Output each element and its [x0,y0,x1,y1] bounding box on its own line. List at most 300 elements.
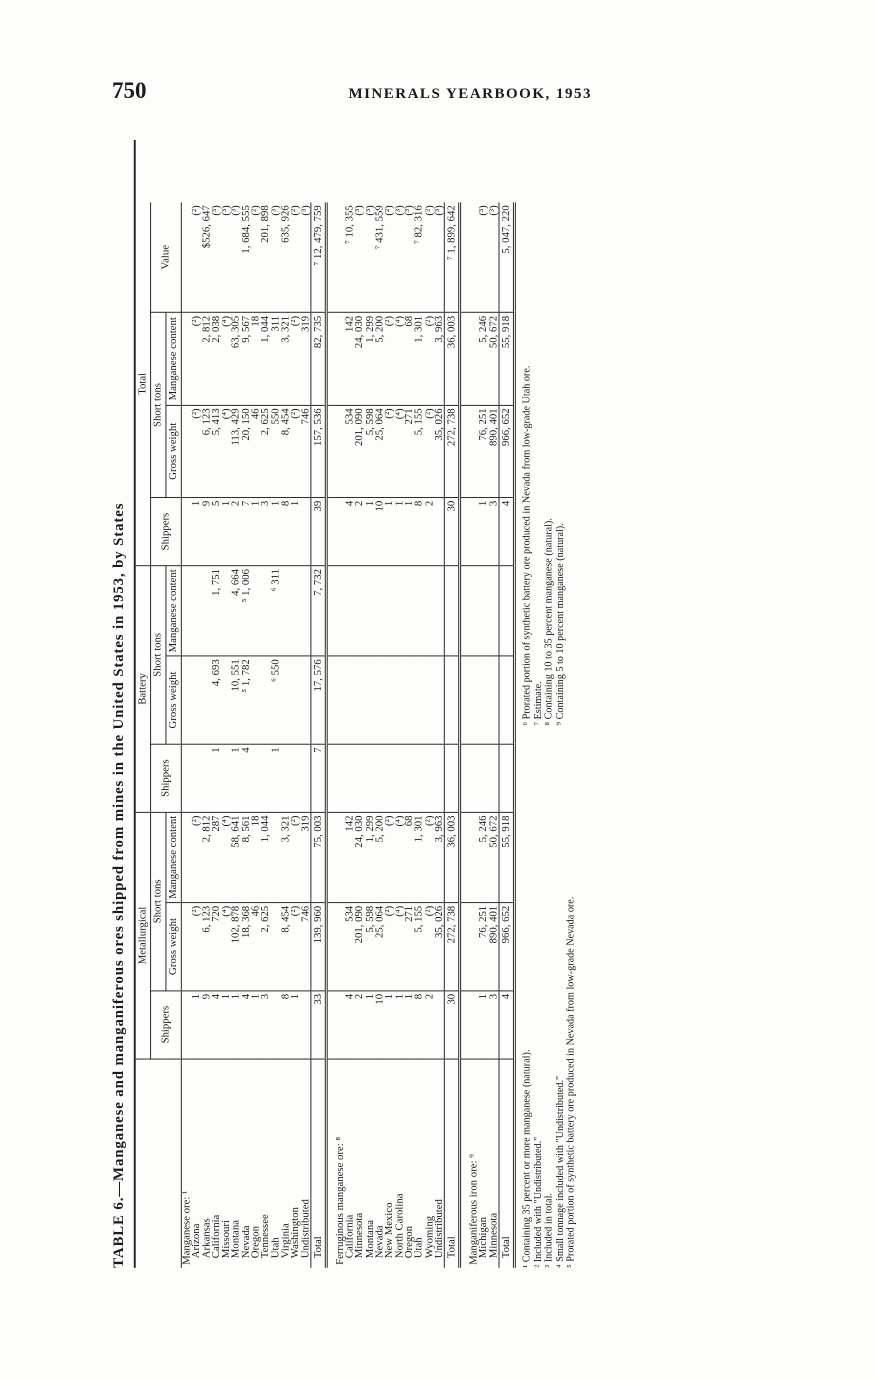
spacer-cell [326,656,335,744]
table-cell [375,566,385,656]
table-cell: 1, 751 [211,566,221,656]
total-cell [499,656,514,744]
empty-cell [181,497,191,565]
table-body [181,202,514,1267]
table-row [271,202,281,1267]
table-cell: 3 [261,990,271,1058]
empty-cell [181,313,191,405]
table-cell: 1 [221,990,231,1058]
table-cell: (²) [291,202,301,312]
total-cell: 82, 735 [311,313,326,405]
table-cell [434,497,444,565]
table-cell: 1, 684, 555 [241,202,251,312]
table-row [395,202,405,1267]
spacer-cell [460,902,469,990]
table-cell: (⁴) [221,902,231,990]
table-cell: 746 [300,405,310,497]
table-cell: 24, 030 [355,313,365,405]
table-cell: 8, 454 [281,902,291,990]
table-cell: 1, 301 [414,812,424,902]
empty-cell [181,656,191,744]
empty-cell [181,744,191,812]
state-name: California [210,1214,222,1259]
col-header-shippers: Shippers [151,497,182,565]
table-cell: 63, 305 [231,313,241,405]
table-row [414,202,424,1267]
table-row [281,202,291,1267]
table-cell: 319 [300,313,310,405]
table-cell [434,744,444,812]
short-tons-header: Short tons [151,313,166,498]
table-cell: 4 [241,990,251,1058]
table-cell [345,566,355,656]
table-cell [291,744,301,812]
table-cell: 9, 567 [241,313,251,405]
table-cell: (³) [395,202,405,312]
table-cell [300,566,310,656]
table-cell: 2, 625 [261,902,271,990]
table-cell: 10, 551 [231,656,241,744]
table-cell: 46 [251,902,261,990]
spacer-cell [460,812,469,902]
table-cell: 890, 401 [489,405,499,497]
table-cell: 4, 664 [231,566,241,656]
table-cell: 8, 561 [241,812,251,902]
spacer-cell [326,313,335,405]
total-cell [499,744,514,812]
total-cell: 39 [311,497,326,565]
footnotes-left [522,745,577,1268]
total-cell: 17, 576 [311,656,326,744]
table-cell: 76, 251 [479,902,489,990]
rotated-table-block [105,130,700,1359]
total-label: Total [499,1059,514,1268]
table-cell: (²) [251,202,261,312]
table-row [404,202,414,1267]
table-cell [489,656,499,744]
section-heading-row [469,202,479,1267]
table-cell: 7 [241,497,251,565]
table-cell: ⁷ 431, 559 [375,202,385,312]
table-cell: 1 [211,744,221,812]
table-cell: 2, 812 [202,313,212,405]
state-name: Montana [363,1220,376,1259]
total-label: Total [311,1059,326,1268]
table-cell: 1, 301 [414,313,424,405]
table-cell: 68 [404,812,414,902]
table-cell: 4 [345,990,355,1058]
col-header-value: Value [151,202,182,312]
table-cell: 201, 090 [355,902,365,990]
col-header-gross-weight: Gross weight [166,656,181,744]
state-name: Virginia [279,1223,292,1259]
table-cell: 4 [345,497,355,565]
table-cell: 550 [271,405,281,497]
table-cell: 5, 598 [365,405,375,497]
table-cell: 635, 926 [281,202,291,312]
table-cell [355,744,365,812]
col-header-manganese-content: Manganese content [166,566,181,656]
table-cell: 1 [291,990,301,1058]
table-cell: 6, 123 [202,902,212,990]
table-cell: 3 [261,497,271,565]
table-row [355,202,365,1267]
short-tons-header: Short tons [151,566,166,744]
total-cell: 55, 918 [499,313,514,405]
table-cell: (²) [385,405,395,497]
table-cell [281,566,291,656]
table-row [489,202,499,1267]
spacer-cell [460,497,469,565]
table-cell: 1 [385,497,395,565]
spacer-row [460,202,469,1267]
spacer-cell [326,202,335,312]
total-cell: 7, 732 [311,566,326,656]
spacer-cell [460,990,469,1058]
empty-cell [469,990,479,1058]
state-name: New Mexico [383,1202,396,1259]
table-cell: (²) [424,202,434,312]
table-cell: 58, 641 [231,812,241,902]
table-cell: (³) [231,202,241,312]
table-cell: 319 [300,812,310,902]
table-cell: 534 [345,902,355,990]
state-name: Nevada [240,1225,252,1259]
state-name: Utah [413,1237,425,1259]
section-heading-row [335,202,345,1267]
table-cell [345,656,355,744]
table-cell [424,744,434,812]
total-row [311,202,326,1267]
table-cell: 534 [345,405,355,497]
table-row [231,202,241,1267]
state-name: Utah [269,1237,282,1259]
table-cell: 35, 026 [434,405,444,497]
table-title: TABLE 6.—Manganese and manganiferous ores shipped from mines in the United States in 1953, by States [110,502,128,1268]
table-cell: 8 [281,990,291,1058]
table-cell [479,656,489,744]
table-cell: 271 [404,405,414,497]
table-cell: (³) [434,202,444,312]
page-header [112,78,592,112]
table-cell: 20, 150 [241,405,251,497]
total-cell: 272, 738 [444,902,459,990]
table-cell: (²) [424,812,434,902]
table-cell: 1 [231,744,241,812]
table-cell [251,566,261,656]
table-cell [300,497,310,565]
table-row [479,202,489,1267]
table-cell: 2 [424,497,434,565]
table-cell: (³) [221,202,231,312]
empty-cell [181,405,191,497]
table-cell: (³) [300,202,310,312]
table-cell: 2, 038 [211,313,221,405]
footnote: ¹ Containing 35 percent or more manganese (natural). [521,1049,533,1268]
col-header-shippers: Shippers [151,744,182,812]
table-cell: 2 [424,990,434,1058]
col-header-gross-weight: Gross weight [166,902,181,990]
table-cell: 3 [489,990,499,1058]
state-name: Oregon [403,1226,415,1259]
total-row [444,202,459,1267]
total-cell [444,744,459,812]
page-number: 750 [112,78,147,103]
table-cell [424,656,434,744]
table-cell: 76, 251 [479,405,489,497]
empty-cell [469,744,479,812]
state-column-header [136,1059,182,1268]
table-cell: 2, 812 [202,812,212,902]
table-cell [365,566,375,656]
total-label: Total [444,1059,459,1268]
state-name: Michigan [477,1217,490,1259]
total-cell: 157, 536 [311,405,326,497]
table-cell: 2, 625 [261,405,271,497]
table-cell: 1 [479,497,489,565]
table-cell: ⁵ 1, 782 [241,656,251,744]
table-cell: 4 [211,990,221,1058]
table-cell: (⁴) [395,405,405,497]
spacer-cell [460,202,469,312]
table-row [385,202,395,1267]
section-heading-row [181,202,191,1267]
empty-cell [181,566,191,656]
table-cell: 1 [221,497,231,565]
col-header-gross-weight: Gross weight [166,405,181,497]
state-name: Minnesota [354,1212,366,1259]
total-cell: 139, 960 [311,902,326,990]
table-row [345,202,355,1267]
table-cell: 201, 898 [261,202,271,312]
table-cell: 10 [375,990,385,1058]
total-cell: 36, 003 [444,313,459,405]
table-cell: (³) [271,202,281,312]
table-cell: 720 [211,902,221,990]
table-cell: ⁷ 10, 355 [345,202,355,312]
table-cell: 1, 044 [261,313,271,405]
footnote: ⁷ Estimate. [532,681,544,726]
table-cell: 8 [414,990,424,1058]
spacer-cell [460,405,469,497]
table-cell: 8, 454 [281,405,291,497]
table-cell: 1 [395,990,405,1058]
table-cell: 1 [385,990,395,1058]
table-cell [345,744,355,812]
table-cell [300,744,310,812]
table-cell: (³) [355,202,365,312]
table-cell: 18 [251,812,261,902]
table-cell [395,744,405,812]
footnote: ² Included with "Undistributed." [532,1136,544,1268]
table-cell [251,656,261,744]
table-cell [192,566,202,656]
table-cell: 9 [202,990,212,1058]
table-cell: 3, 321 [281,812,291,902]
group-header-metallurgical: Metallurgical [136,812,151,1059]
table-cell [365,744,375,812]
table-cell: 18 [251,313,261,405]
table-row [192,202,202,1267]
table-cell [434,990,444,1058]
table-cell: 142 [345,313,355,405]
table-cell: 5, 413 [211,405,221,497]
table-cell: 1 [365,990,375,1058]
table-cell [291,656,301,744]
spacer-cell [460,744,469,812]
table-cell: 311 [271,313,281,405]
footnote: ³ Included in total. [543,1193,555,1268]
table-cell [404,744,414,812]
shipments-table [136,202,516,1267]
table-cell: 3, 963 [434,313,444,405]
section-heading: Manganiferous iron ore: ⁹ [467,1154,480,1265]
table-cell: 5, 155 [414,405,424,497]
total-cell: 33 [311,990,326,1058]
footnote: ⁶ Prorated portion of synthetic battery ore produced in Nevada from low-grade Utah ore. [521,365,533,726]
state-name: Tennessee [259,1214,272,1259]
table-cell [424,566,434,656]
table-cell: 1 [365,497,375,565]
table-cell: 746 [300,902,310,990]
table-cell [489,566,499,656]
table-cell: ⁶ 550 [271,656,281,744]
table-cell: (²) [291,902,301,990]
table-cell: 3, 321 [281,313,291,405]
table-cell: (²) [385,202,395,312]
table-cell: (²) [291,405,301,497]
table-cell: 1 [271,497,281,565]
total-cell: 966, 652 [499,902,514,990]
table-cell: (⁴) [395,812,405,902]
state-name: Wyoming [423,1215,435,1259]
table-cell [261,744,271,812]
table-cell: 2 [355,990,365,1058]
table-cell: 287 [211,812,221,902]
table-row [221,202,231,1267]
empty-cell [181,990,191,1058]
table-cell: (²) [192,902,202,990]
section-heading: Ferruginous manganese ore: ⁸ [334,1136,346,1265]
table-cell [355,566,365,656]
table-cell: 201, 090 [355,405,365,497]
table-cell: 2 [231,497,241,565]
table-cell: 102, 878 [231,902,241,990]
empty-cell [469,656,479,744]
table-cell [192,656,202,744]
state-name: Montana [230,1220,242,1259]
table-cell [271,990,281,1058]
table-cell [375,744,385,812]
table-cell: 5, 246 [479,313,489,405]
table-cell: (⁴) [221,812,231,902]
footnotes-right [522,202,577,725]
table-cell: 6, 123 [202,405,212,497]
table-cell [365,656,375,744]
empty-cell [335,566,345,656]
empty-cell [335,744,345,812]
table-cell: (³) [404,202,414,312]
spacer-cell [326,497,335,565]
state-name: Arkansas [200,1218,213,1259]
table-row [211,202,221,1267]
table-cell: 5 [211,497,221,565]
empty-cell [469,566,479,656]
footnotes [522,202,577,1267]
table-row [291,202,301,1267]
table-cell: 113, 429 [231,405,241,497]
table-cell: (²) [291,313,301,405]
table-cell [489,744,499,812]
table-cell [192,744,202,812]
table-cell: $526, 647 [202,202,212,312]
table-cell [479,744,489,812]
col-header-shippers: Shippers [151,990,182,1058]
table-cell [221,744,231,812]
table-cell: (²) [192,812,202,902]
total-cell: ⁷ 1, 899, 642 [444,202,459,312]
table-cell: 2 [355,497,365,565]
table-row [251,202,261,1267]
table-row [300,202,310,1267]
table-cell: ⁶ 311 [271,566,281,656]
table-cell: 1, 299 [365,313,375,405]
table-cell: 1 [404,990,414,1058]
state-name: Nevada [373,1225,386,1259]
empty-cell [335,656,345,744]
state-name: Oregon [250,1226,262,1259]
table-cell: ⁵ 1, 006 [241,566,251,656]
state-name: Missouri [220,1220,232,1259]
table-cell: (²) [192,313,202,405]
running-head: MINERALS YEARBOOK, 1953 [348,86,592,102]
table-cell: (²) [424,902,434,990]
total-row [499,202,514,1267]
table-cell: 25, 064 [375,405,385,497]
table-row [365,202,375,1267]
table-cell: 1 [395,497,405,565]
table-cell: 50, 672 [489,313,499,405]
table-cell: 1 [192,990,202,1058]
table-row [202,202,212,1267]
group-header-total: Total [136,202,151,565]
state-name: Undistributed [433,1199,445,1259]
table-cell [202,744,212,812]
total-cell: 4 [499,497,514,565]
table-cell: 1 [251,990,261,1058]
table-cell: 68 [404,313,414,405]
table-cell [300,656,310,744]
table-cell: (³) [365,202,375,312]
empty-cell [469,497,479,565]
table-cell: (²) [291,812,301,902]
table-cell [385,744,395,812]
empty-cell [335,990,345,1058]
spacer-cell [326,902,335,990]
table-cell: 5, 598 [365,902,375,990]
table-row [424,202,434,1267]
table-cell [375,656,385,744]
short-tons-header: Short tons [151,812,166,990]
spacer-row [326,202,335,1267]
footnote: ⁴ Small tonnage included with "Undistributed." [554,1075,566,1268]
table-cell: 1 [479,990,489,1058]
total-cell: 4 [499,990,514,1058]
footnote: ⁹ Containing 5 to 10 percent manganese (natural). [554,523,566,726]
spacer-cell [326,566,335,656]
total-cell: 7 [311,744,326,812]
table-cell [395,656,405,744]
